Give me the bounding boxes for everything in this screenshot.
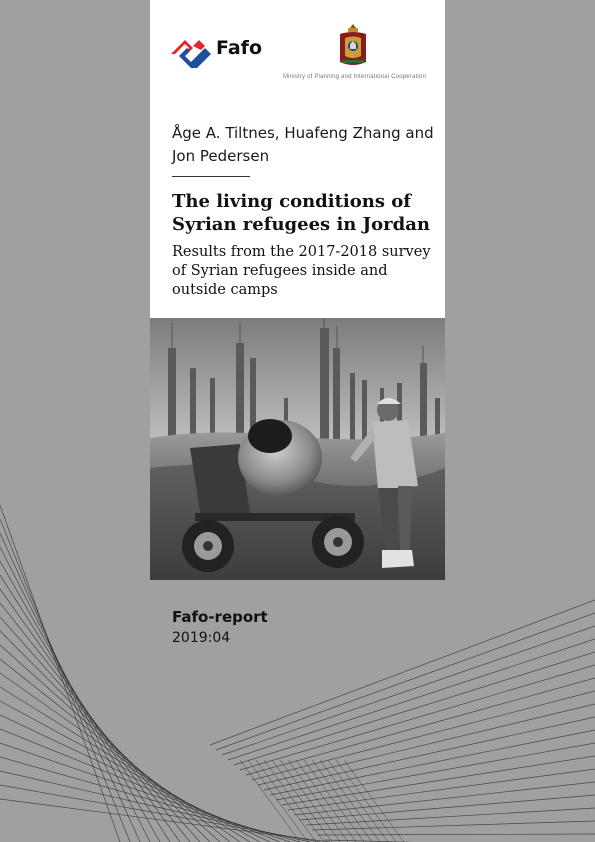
pattern-line xyxy=(0,687,250,842)
pattern-line xyxy=(228,639,595,760)
pattern-line xyxy=(0,645,220,842)
pattern-line xyxy=(246,678,595,775)
pattern-line xyxy=(264,717,595,790)
fafo-logo xyxy=(171,38,271,68)
pattern-line xyxy=(328,760,388,842)
pattern-line xyxy=(0,799,330,842)
report-number: 2019:04 xyxy=(172,630,231,646)
pattern-line xyxy=(272,760,332,842)
pattern-line xyxy=(210,600,595,745)
pattern-line xyxy=(318,834,595,835)
pattern-line xyxy=(0,617,200,842)
ministry-caption: Ministry of Planning and International Cooperation xyxy=(282,74,427,80)
pattern-line xyxy=(234,652,595,765)
pattern-line xyxy=(222,626,595,755)
report-subtitle: Results from the 2017-2018 survey of Syrian refugees inside and outside camps xyxy=(172,244,431,298)
pattern-line xyxy=(0,631,210,842)
authors: Åge A. Tiltnes, Huafeng Zhang and Jon Pedersen xyxy=(172,124,434,165)
fafo-logo-icon xyxy=(171,38,213,68)
pattern-line xyxy=(0,659,230,842)
pattern-line xyxy=(276,743,595,800)
jordan-coat-of-arms-icon xyxy=(336,22,370,68)
divider xyxy=(172,176,250,177)
construction-site-photo xyxy=(150,318,445,580)
pattern-line xyxy=(0,715,270,842)
pattern-line xyxy=(264,760,324,842)
pattern-line xyxy=(336,760,396,842)
report-title: The living conditions of Syrian refugees in Jordan xyxy=(172,191,430,235)
pattern-line xyxy=(0,701,260,842)
fafo-wordmark: Fafo xyxy=(216,37,263,59)
pattern-line xyxy=(240,665,595,770)
pattern-line xyxy=(0,729,280,842)
pattern-line xyxy=(300,795,595,820)
pattern-line xyxy=(0,603,190,842)
pattern-line xyxy=(252,691,595,780)
cover-photo xyxy=(150,318,445,580)
pattern-line xyxy=(282,756,595,805)
report-series-label: Fafo-report xyxy=(172,608,268,626)
title-panel xyxy=(150,0,445,318)
